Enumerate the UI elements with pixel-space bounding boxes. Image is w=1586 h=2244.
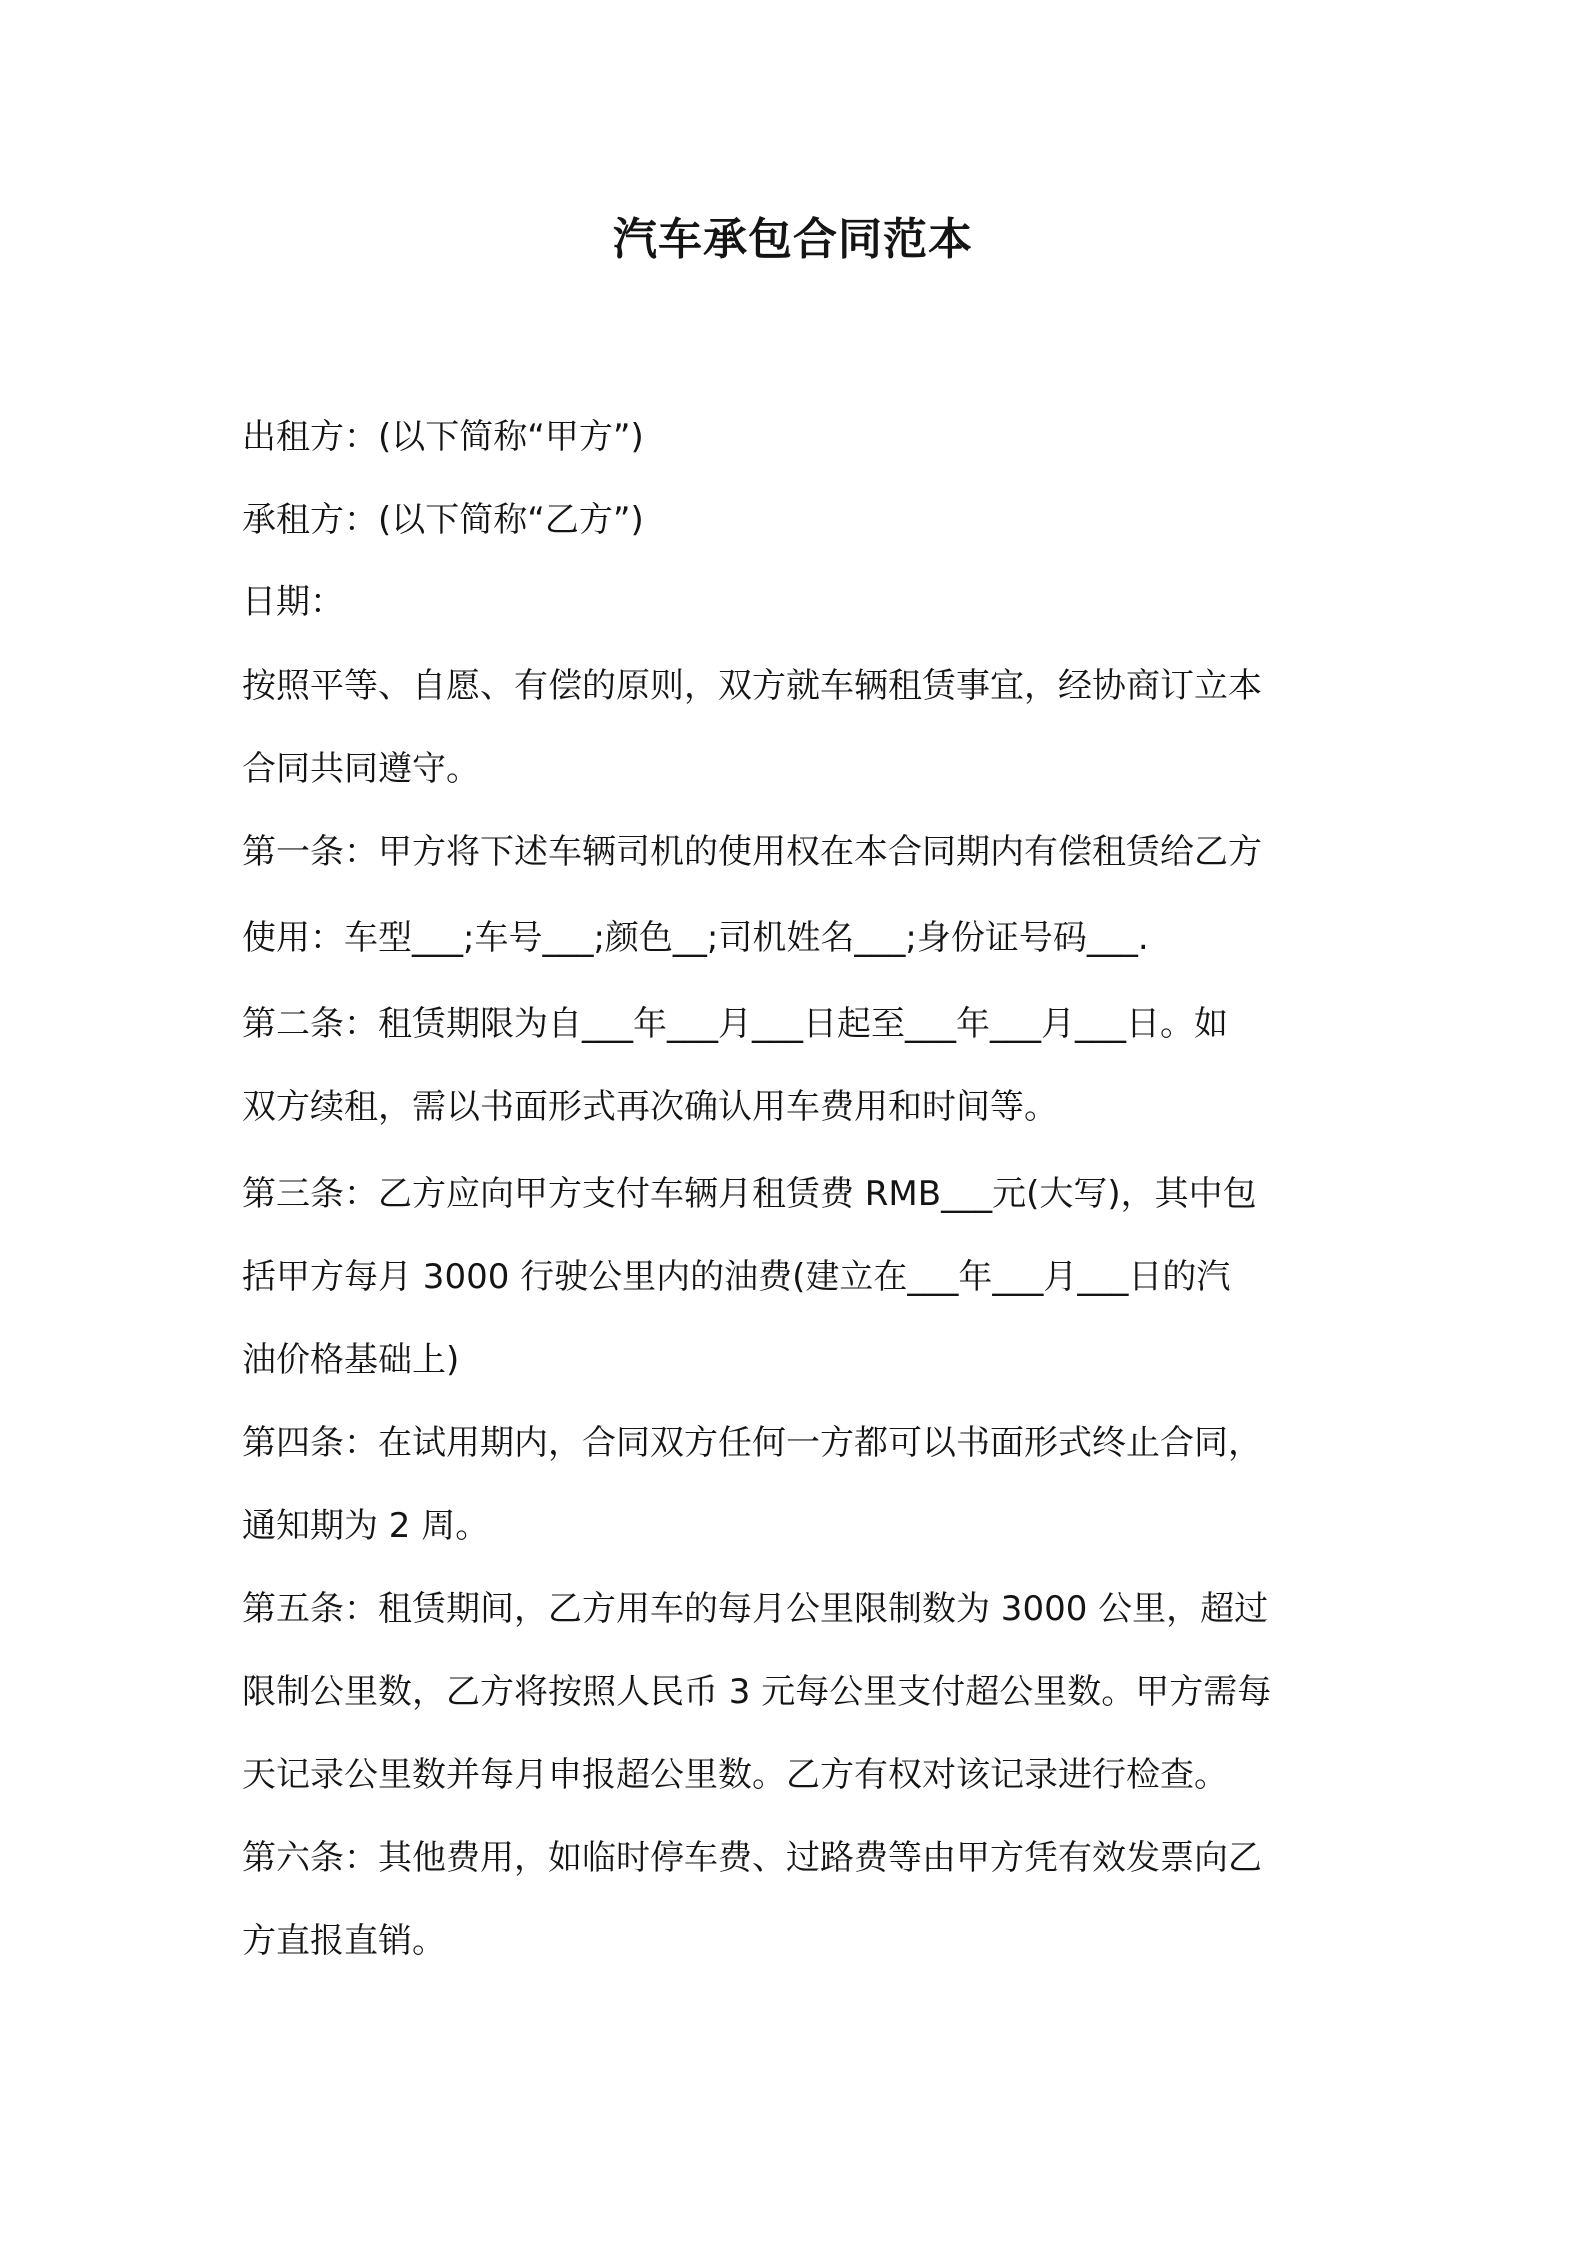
- article-1-line-2: 使用：车型___;车号___;颜色__;司机姓名___;身份证号码___.: [242, 918, 1149, 958]
- article-5-line-1: 第五条：租赁期间，乙方用车的每月公里限制数为 3000 公里，超过: [242, 1589, 1269, 1629]
- article-3-line-2: 括甲方每月 3000 行驶公里内的油费(建立在___年___月___日的汽: [242, 1257, 1231, 1297]
- article-1-line-1: 第一条：甲方将下述车辆司机的使用权在本合同期内有偿租赁给乙方: [242, 832, 1262, 872]
- article-5-line-3: 天记录公里数并每月申报超公里数。乙方有权对该记录进行检查。: [242, 1755, 1228, 1795]
- article-3-line-1: 第三条：乙方应向甲方支付车辆月租赁费 RMB___元(大写)，其中包: [242, 1174, 1257, 1214]
- article-5-line-2: 限制公里数，乙方将按照人民币 3 元每公里支付超公里数。甲方需每: [242, 1672, 1272, 1712]
- article-6-line-1: 第六条：其他费用，如临时停车费、过路费等由甲方凭有效发票向乙: [242, 1838, 1262, 1878]
- preamble-line-1: 按照平等、自愿、有偿的原则，双方就车辆租赁事宜，经协商订立本: [242, 666, 1262, 706]
- date-line: 日期：: [242, 582, 344, 622]
- article-4-line-1: 第四条：在试用期内，合同双方任何一方都可以书面形式终止合同，: [242, 1423, 1262, 1463]
- article-2-line-2: 双方续租，需以书面形式再次确认用车费用和时间等。: [242, 1087, 1058, 1127]
- lessee-line: 承租方：(以下简称“乙方”): [242, 500, 644, 540]
- preamble-line-2: 合同共同遵守。: [242, 749, 480, 789]
- article-2-line-1: 第二条：租赁期限为自___年___月___日起至___年___月___日。如: [242, 1004, 1228, 1044]
- article-3-line-3: 油价格基础上): [242, 1340, 460, 1380]
- document-title: 汽车承包合同范本: [613, 214, 973, 265]
- lessor-line: 出租方：(以下简称“甲方”): [242, 417, 644, 457]
- article-6-line-2: 方直报直销。: [242, 1921, 446, 1961]
- article-4-line-2: 通知期为 2 周。: [242, 1506, 490, 1546]
